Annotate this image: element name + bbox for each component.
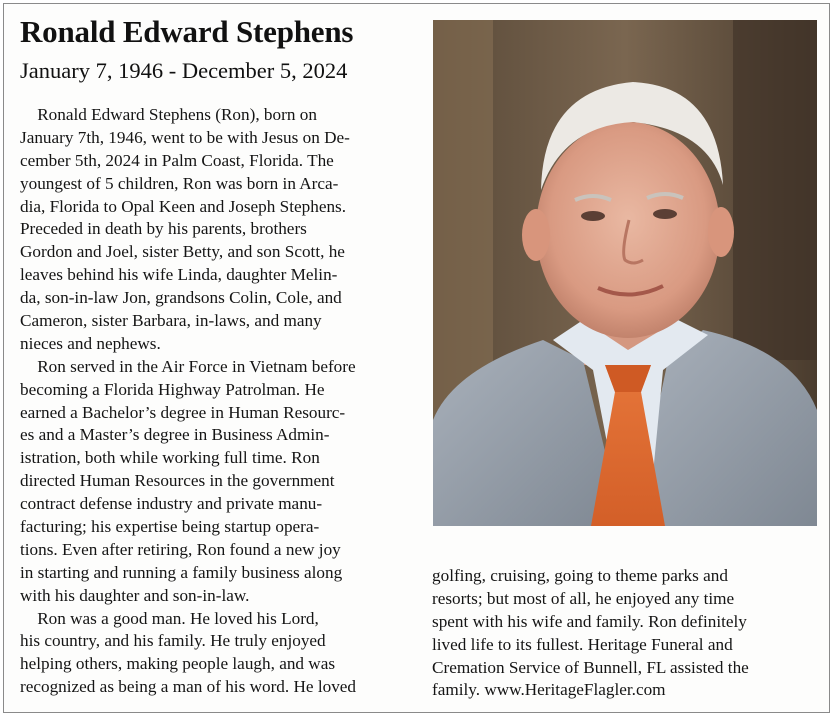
text-line: Ronald Edward Stephens (Ron), born on: [20, 105, 317, 124]
text-line: dia, Florida to Opal Keen and Joseph Stephens.: [20, 196, 347, 216]
text-line: Gordon and Joel, sister Betty, and son Scott, he: [20, 242, 345, 262]
text-line: spent with his wife and family. Ron definitely: [432, 611, 747, 631]
text-line: facturing; his expertise being startup opera-: [20, 517, 320, 537]
text-line: recognized as being a man of his word. He loved: [20, 677, 357, 697]
text-line: resorts; but most of all, he enjoyed any time: [432, 588, 735, 608]
text-line: contract defense industry and private manu-: [20, 494, 323, 514]
text-line: leaves behind his wife Linda, daughter Melin-: [20, 265, 338, 285]
text-line: Ron was a good man. He loved his Lord,: [20, 608, 319, 628]
text-line: in starting and running a family business along: [20, 562, 343, 582]
text-line: da, son-in-law Jon, grandsons Colin, Cole, and: [20, 288, 342, 308]
portrait-photo: [433, 20, 817, 526]
text-line: his country, and his family. He truly enjoyed: [20, 631, 326, 651]
obituary-dates: January 7, 1946 - December 5, 2024: [20, 58, 348, 83]
text-line: with his daughter and son-in-law.: [20, 585, 250, 605]
text-line: golfing, cruising, going to theme parks and: [432, 566, 728, 585]
text-line: istration, both while working full time. Ron: [20, 448, 320, 468]
text-line: nieces and nephews.: [20, 333, 161, 353]
text-line: Cameron, sister Barbara, in-laws, and many: [20, 311, 322, 331]
text-line: tions. Even after retiring, Ron found a new joy: [20, 539, 341, 559]
text-line: family. www.HeritageFlagler.com: [432, 680, 666, 700]
text-line: becoming a Florida Highway Patrolman. He: [20, 379, 325, 399]
text-line: Preceded in death by his parents, brothers: [20, 219, 307, 239]
portrait-illustration: [433, 20, 817, 526]
obituary-name: Ronald Edward Stephens: [20, 14, 354, 49]
text-line: cember 5th, 2024 in Palm Coast, Florida. The: [20, 150, 334, 170]
text-line: directed Human Resources in the government: [20, 471, 335, 491]
obituary-text-left-column: [20, 104, 415, 699]
text-line: es and a Master’s degree in Business Admin-: [20, 425, 330, 445]
text-line: Ron served in the Air Force in Vietnam before: [20, 356, 356, 376]
text-line: youngest of 5 children, Ron was born in Arca-: [20, 173, 339, 193]
text-line: January 7th, 1946, went to be with Jesus on De-: [20, 127, 350, 147]
text-line: lived life to its fullest. Heritage Funeral and: [432, 634, 733, 654]
text-line: earned a Bachelor’s degree in Human Resourc-: [20, 402, 346, 422]
text-line: Cremation Service of Bunnell, FL assisted the: [432, 657, 749, 677]
text-line: helping others, making people laugh, and was: [20, 654, 336, 674]
obituary-text-right-column: [432, 565, 827, 702]
